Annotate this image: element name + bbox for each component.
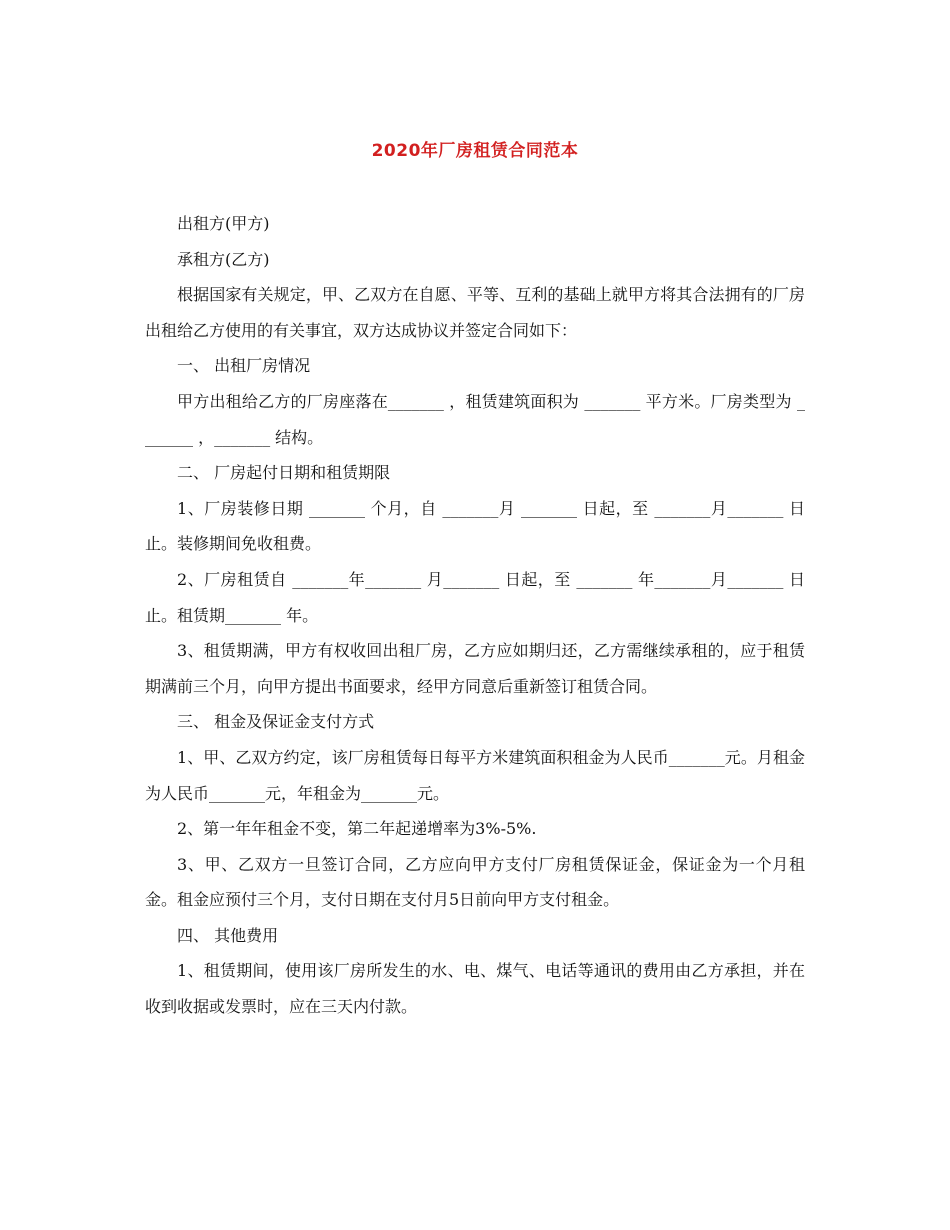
clause-paragraph: 2、第一年年租金不变，第二年起递增率为3%-5%. bbox=[177, 819, 537, 839]
section-heading-1: 一、 出租厂房情况 bbox=[177, 356, 311, 376]
party-b-line: 承租方(乙方) bbox=[177, 249, 270, 269]
clause-paragraph: 1、甲、乙双方约定，该厂房租赁每日每平方米建筑面积租金为人民币_______元。月租金为人民币_______元，年租金为_______元。 bbox=[145, 747, 805, 803]
clause-paragraph: 甲方出租给乙方的厂房座落在_______ ，租赁建筑面积为 _______ 平方米。厂房类型为 _______ ，_______ 结构。 bbox=[145, 391, 805, 447]
party-a-line: 出租方(甲方) bbox=[177, 214, 270, 233]
section-heading-2: 二、 厂房起付日期和租赁期限 bbox=[177, 463, 391, 483]
section-heading-4: 四、 其他费用 bbox=[177, 925, 279, 945]
clause-paragraph: 3、租赁期满，甲方有权收回出租厂房，乙方应如期归还，乙方需继续承租的，应于租赁期满前三个月，向甲方提出书面要求，经甲方同意后重新签订租赁合同。 bbox=[145, 641, 805, 696]
preamble-paragraph: 根据国家有关规定，甲、乙双方在自愿、平等、互利的基础上就甲方将其合法拥有的厂房出租给乙方使用的有关事宜，双方达成协议并签定合同如下： bbox=[145, 285, 805, 340]
clause-paragraph: 2、厂房租赁自 _______年_______ 月_______ 日起，至 _______ 年_______月_______ 日止。租赁期_______ 年。 bbox=[145, 569, 805, 625]
document-body bbox=[145, 206, 805, 1025]
document-title: 2020年厂房租赁合同范本 bbox=[371, 141, 579, 161]
section-heading-3: 三、 租金及保证金支付方式 bbox=[177, 712, 375, 732]
clause-paragraph: 3、甲、乙双方一旦签订合同，乙方应向甲方支付厂房租赁保证金，保证金为一个月租金。租金应预付三个月，支付日期在支付月5日前向甲方支付租金。 bbox=[145, 854, 805, 910]
clause-paragraph: 1、租赁期间，使用该厂房所发生的水、电、煤气、电话等通讯的费用由乙方承担，并在收到收据或发票时，应在三天内付款。 bbox=[145, 961, 805, 1017]
clause-paragraph: 1、厂房装修日期 _______ 个月，自 _______月 _______ 日起，至 _______月_______ 日止。装修期间免收租费。 bbox=[145, 498, 805, 554]
